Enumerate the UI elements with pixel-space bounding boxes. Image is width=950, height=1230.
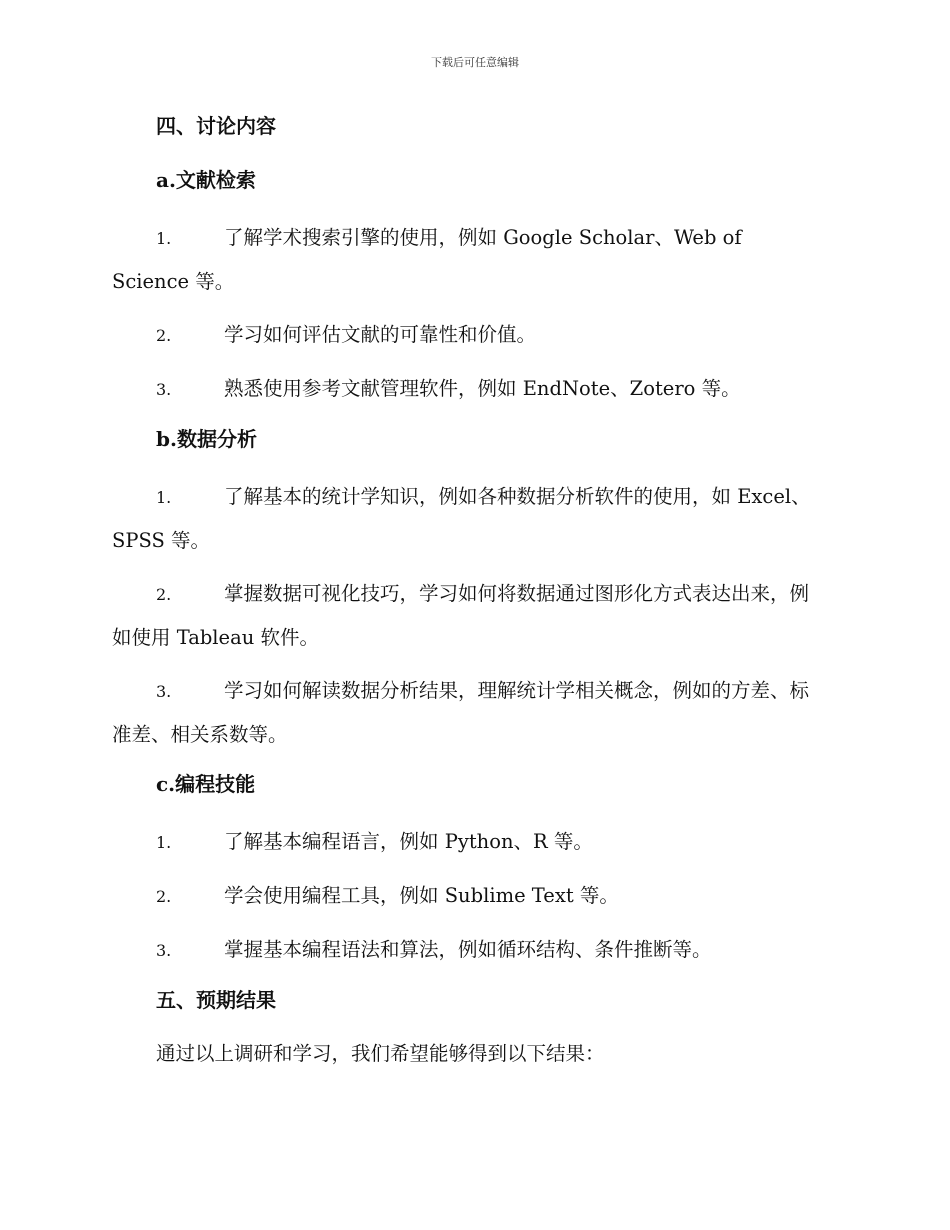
list-number: 2. bbox=[156, 585, 172, 604]
list-text: 学习如何评估文献的可靠性和价值。 bbox=[224, 323, 537, 346]
header-note: 下载后可任意编辑 bbox=[431, 56, 519, 69]
list-text: 学会使用编程工具，例如 Sublime Text 等。 bbox=[224, 884, 619, 907]
list-number: 1. bbox=[156, 488, 172, 507]
section-four-title: 四、讨论内容 bbox=[156, 114, 276, 138]
section-five-title: 五、预期结果 bbox=[156, 988, 276, 1012]
list-number: 3. bbox=[156, 682, 172, 701]
list-number: 2. bbox=[156, 326, 172, 345]
list-number: 1. bbox=[156, 833, 172, 852]
list-item bbox=[112, 874, 817, 918]
list-item bbox=[112, 572, 817, 659]
list-text: 掌握基本编程语法和算法，例如循环结构、条件推断等。 bbox=[224, 938, 712, 961]
list-number: 3. bbox=[156, 380, 172, 399]
list-text: 了解基本的统计学知识，例如各种数据分析软件的使用，如 Excel、SPSS 等。 bbox=[112, 485, 811, 552]
list-item bbox=[112, 367, 817, 411]
list-item bbox=[112, 216, 817, 303]
list-text: 熟悉使用参考文献管理软件，例如 EndNote、Zotero 等。 bbox=[224, 377, 741, 400]
list-item bbox=[112, 820, 817, 864]
list-text: 了解学术搜索引擎的使用，例如 Google Scholar、Web of Science 等。 bbox=[112, 226, 742, 293]
list-text: 了解基本编程语言，例如 Python、R 等。 bbox=[224, 830, 593, 853]
list-text: 掌握数据可视化技巧，学习如何将数据通过图形化方式表达出来，例如使用 Tableau 软件。 bbox=[112, 582, 810, 649]
list-number: 3. bbox=[156, 941, 172, 960]
section-five-intro: 通过以上调研和学习，我们希望能够得到以下结果： bbox=[156, 1042, 605, 1065]
list-item bbox=[112, 313, 817, 357]
document-body bbox=[112, 108, 817, 1072]
list-number: 2. bbox=[156, 887, 172, 906]
section-a-title: a.文献检索 bbox=[156, 168, 256, 192]
section-c-title: c.编程技能 bbox=[156, 772, 256, 796]
list-item bbox=[112, 928, 817, 972]
list-number: 1. bbox=[156, 229, 172, 248]
list-text: 学习如何解读数据分析结果，理解统计学相关概念，例如的方差、标准差、相关系数等。 bbox=[112, 679, 810, 746]
list-item bbox=[112, 475, 817, 562]
list-item bbox=[112, 669, 817, 756]
section-b-title: b.数据分析 bbox=[156, 427, 257, 451]
